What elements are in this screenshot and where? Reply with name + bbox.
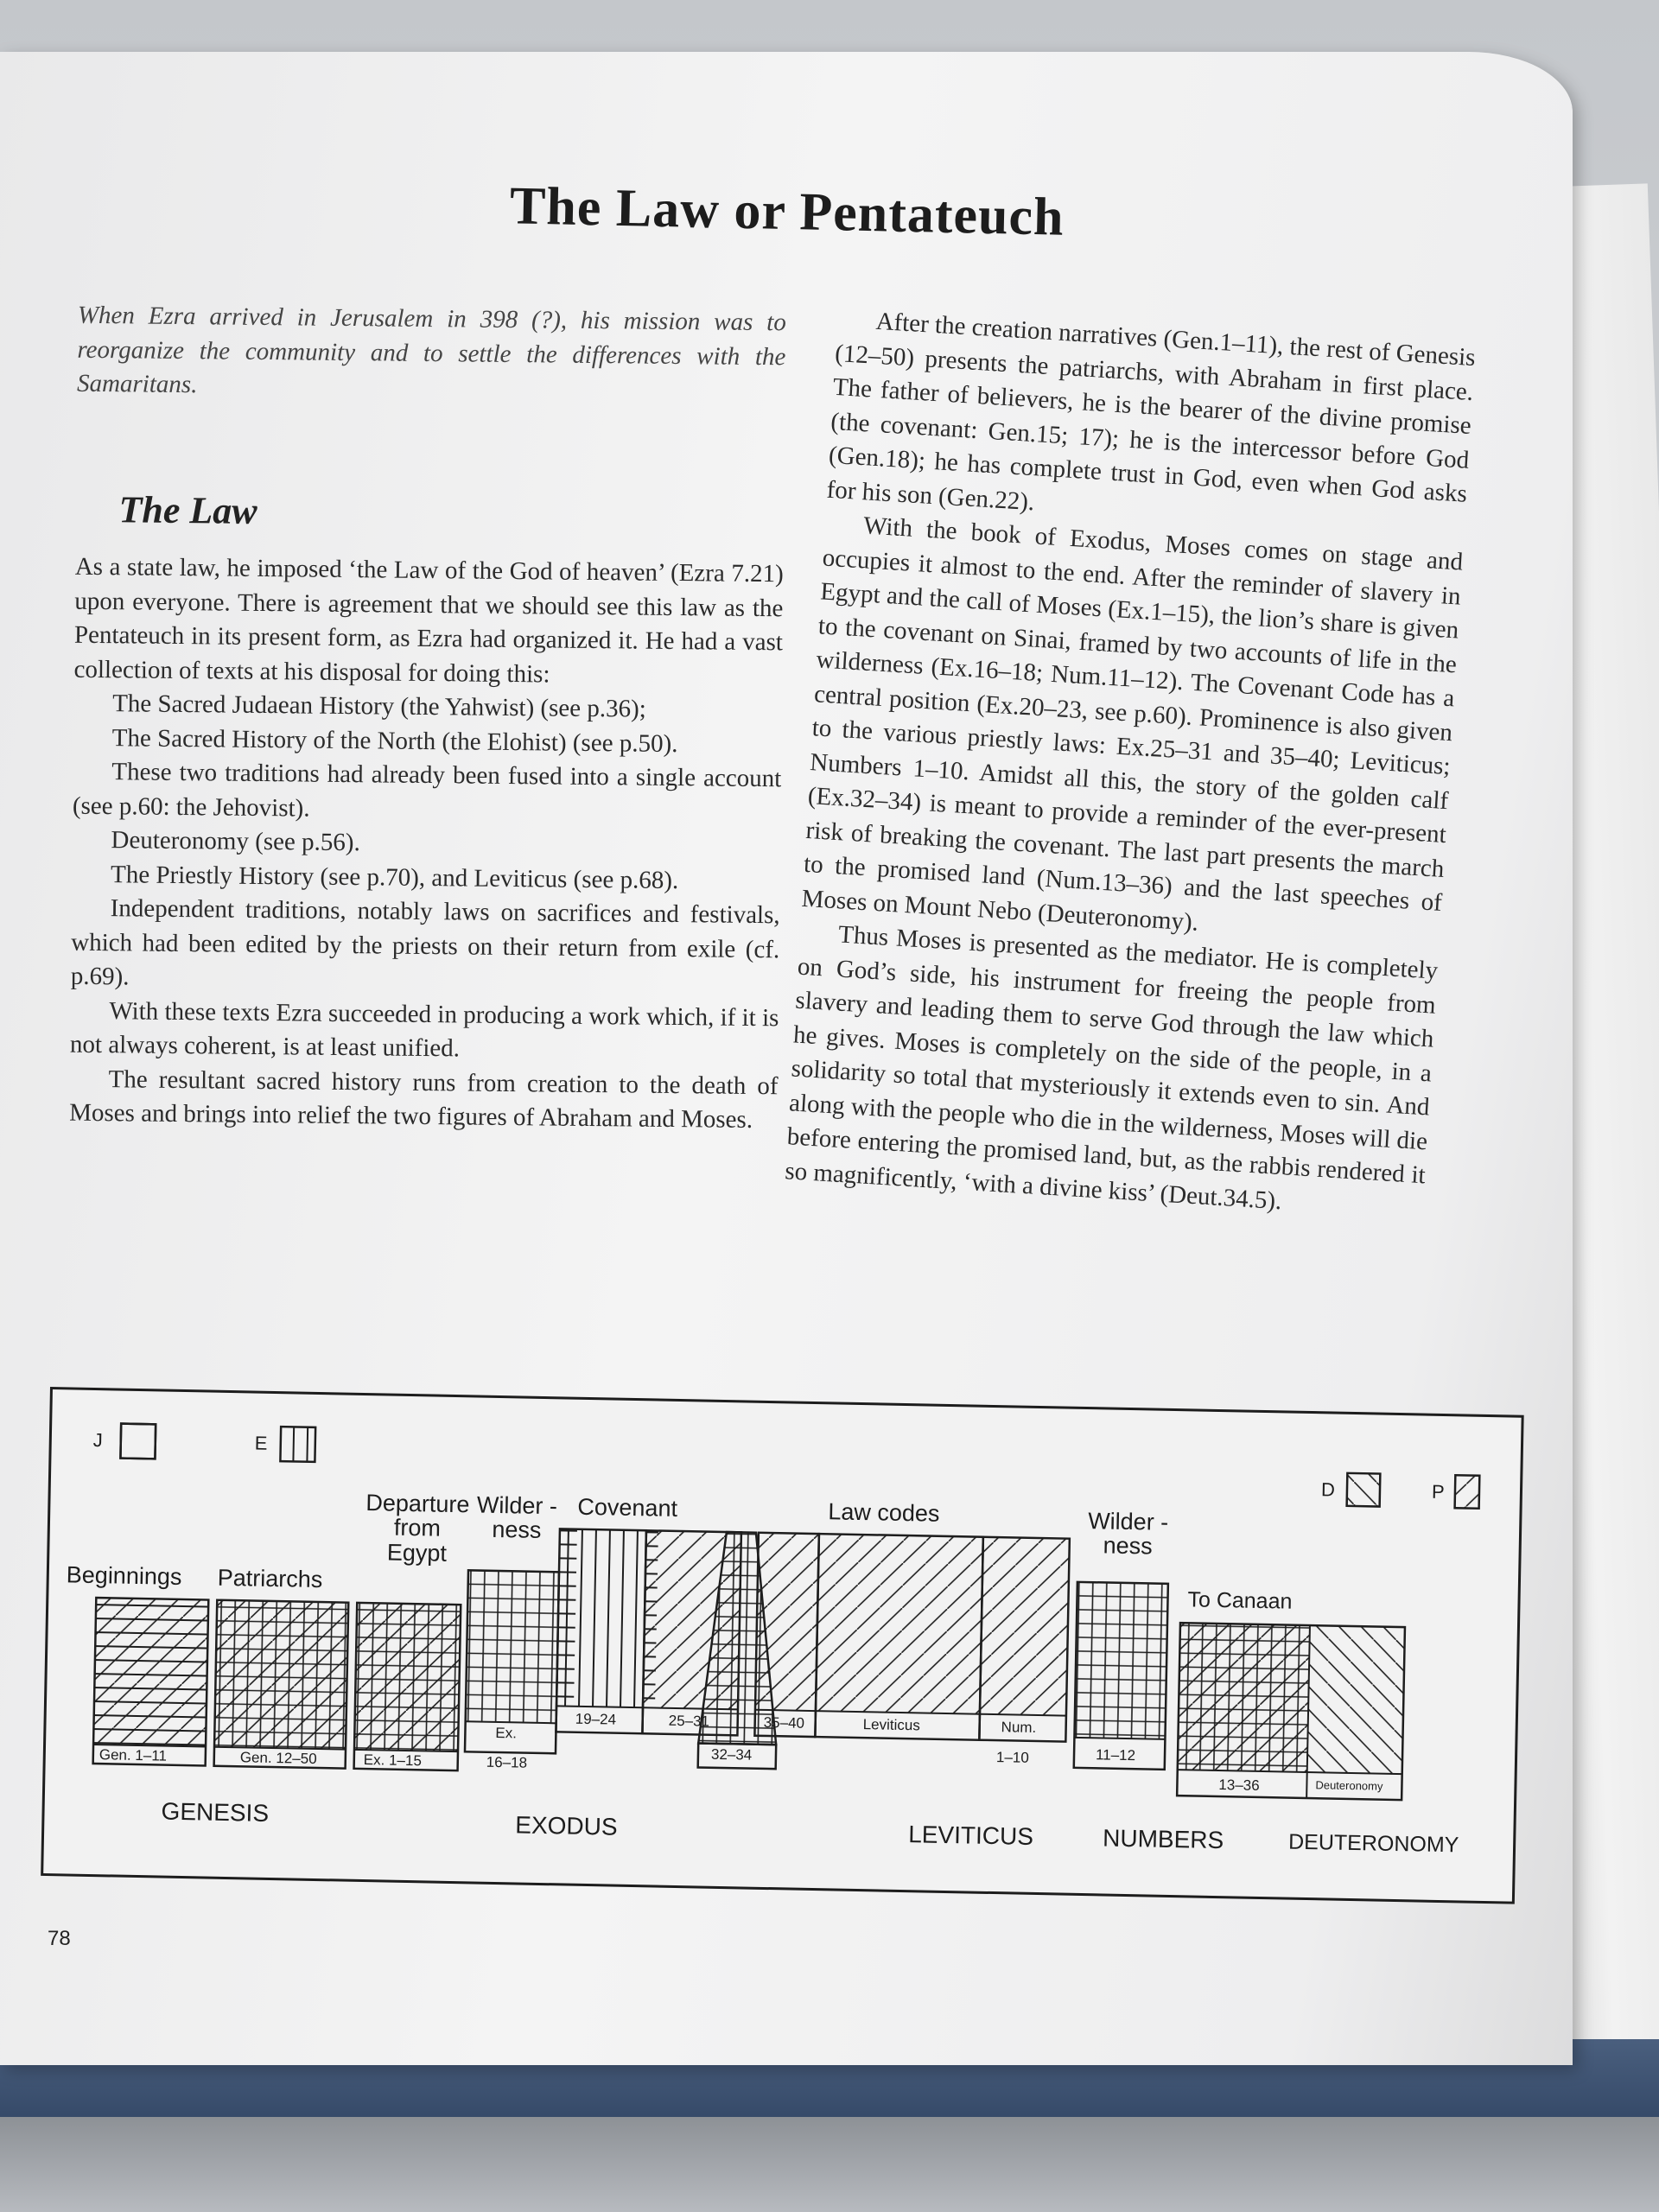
legend-j-label: J	[92, 1428, 104, 1452]
intro-paragraph: When Ezra arrived in Jerusalem in 398 (?), his mission was to reorganize the community and to settle the differences with the Samaritans.	[76, 301, 786, 399]
ref-25-31: 25–31	[668, 1712, 710, 1730]
ref-ex-16: Ex.	[495, 1724, 518, 1742]
book-page	[0, 52, 1573, 2065]
label-to-canaan: To Canaan	[1187, 1587, 1293, 1614]
book-numbers: NUMBERS	[1102, 1824, 1224, 1854]
left-paragraph: Independent traditions, notably laws on sacrifices and festivals, which had been edited by the priests on their return from exile (cf. p.69).	[70, 894, 780, 991]
left-paragraph: Deuteronomy (see p.56).	[111, 826, 360, 857]
book-leviticus: LEVITICUS	[907, 1821, 1034, 1850]
label-patriarchs: Patriarchs	[217, 1564, 323, 1593]
label-wilderness-1: Wilder - ness	[476, 1491, 558, 1544]
pentateuch-diagram	[41, 1387, 1524, 1904]
label-beginnings: Beginnings	[66, 1561, 182, 1590]
left-paragraph: The Sacred Judaean History (the Yahwist) (see p.36);	[111, 690, 647, 723]
ref-11-12: 11–12	[1095, 1746, 1136, 1764]
left-paragraph: The Priestly History (see p.70), and Leviticus (see p.68).	[110, 860, 679, 894]
legend-j-swatch	[120, 1424, 156, 1459]
ref-35-40: 35–40	[763, 1713, 805, 1732]
ref-deuteronomy: Deuteronomy	[1315, 1778, 1383, 1793]
right-column	[784, 302, 1476, 1227]
ref-19-24: 19–24	[575, 1710, 617, 1728]
book-genesis: GENESIS	[161, 1797, 270, 1827]
book-exodus: EXODUS	[515, 1811, 618, 1840]
ref-ex-1-15: Ex. 1–15	[363, 1751, 423, 1770]
left-paragraph: The resultant sacred history runs from creation to the death of Moses and brings into relief the two figures of Abraham and Moses.	[69, 1065, 779, 1134]
left-paragraph: The Sacred History of the North (the Elohist) (see p.50).	[111, 723, 678, 758]
left-column	[69, 299, 786, 1138]
label-wilderness-2: Wilder - ness	[1087, 1508, 1169, 1560]
legend-e-label: E	[254, 1432, 268, 1454]
right-paragraph: After the creation narratives (Gen.1–11), the rest of Genesis (12–50) presents the patriarchs, with Abraham in first place. The father of believers, he is the bearer of the divine promise (the covenant: Gen.15; 17); he is the intercessor before God (Gen.18); he has complete trust in God, even when God asks for his son (Gen.22).	[825, 307, 1477, 516]
book-deuteronomy: DEUTERONOMY	[1287, 1829, 1459, 1858]
label-covenant: Covenant	[577, 1493, 678, 1522]
legend-d-label: D	[1320, 1478, 1336, 1501]
ref-gen-1-11: Gen. 1–11	[99, 1746, 168, 1764]
page-title: The Law or Pentateuch	[509, 176, 1065, 247]
left-paragraph: With these texts Ezra succeeded in producing a work which, if it is not always coherent, is at least unified.	[69, 996, 779, 1063]
ref-16-18: 16–18	[486, 1753, 528, 1771]
ref-gen-12-50: Gen. 12–50	[239, 1749, 317, 1768]
ref-leviticus: Leviticus	[862, 1716, 920, 1734]
ref-1-10: 1–10	[995, 1749, 1029, 1766]
left-paragraph: These two traditions had already been fused into a single account (see p.60: the Jehovist).	[72, 758, 782, 823]
right-paragraph: With the book of Exodus, Moses comes on stage and occupies it almost to the end. After the reminder of slavery in Egypt and the call of Moses (Ex.1–15), the lion’s share is given to the covenant on Sinai, framed by two accounts of life in the wilderness (Ex.16–18; Num.11–12). The Covenant Code has a central position (Ex.20–23, see p.60). Prominence is also given to the various priestly laws: Ex.25–31 and 35–40; Leviticus; Numbers 1–10. Amidst all this, the story of the golden calf (Ex.32–34) is meant to provide a reminder of the ever-present risk of breaking the covenant. The last part presents the march to the promised land (Num.13–36) and the last speeches of Moses on Mount Nebo (Deuteronomy).	[800, 512, 1464, 937]
left-paragraph: As a state law, he imposed ‘the Law of the God of heaven’ (Ezra 7.21) upon everyone. There is agreement that we should see this law as the Pentateuch in its present form, as Ezra had organized it. He had a vast collection of texts at his disposal for doing this:	[73, 552, 784, 688]
table-surface	[0, 2117, 1659, 2212]
right-paragraph: Thus Moses is presented as the mediator. He is completely on God’s side, his instrument for freeing the people from slavery and leading them to serve God through the law which he gives. Moses is completely on the side of the people, in a solidarity so total that mysteriously it extends even to sin. And along with the people who die in the wilderness, Moses will die before entering the promised land, but, as the rabbis rendered it so magnificently, ‘with a divine kiss’ (Deut.34.5).	[784, 920, 1440, 1215]
section-heading: The Law	[118, 487, 257, 532]
ref-13-36: 13–36	[1218, 1777, 1260, 1794]
label-departure: Departure from Egypt	[365, 1490, 470, 1567]
label-law-codes: Law codes	[828, 1498, 940, 1527]
page-number: 78	[48, 1927, 71, 1950]
ref-num: Num.	[1001, 1719, 1037, 1736]
ref-32-34: 32–34	[710, 1745, 753, 1764]
legend-p-label: P	[1431, 1480, 1445, 1503]
